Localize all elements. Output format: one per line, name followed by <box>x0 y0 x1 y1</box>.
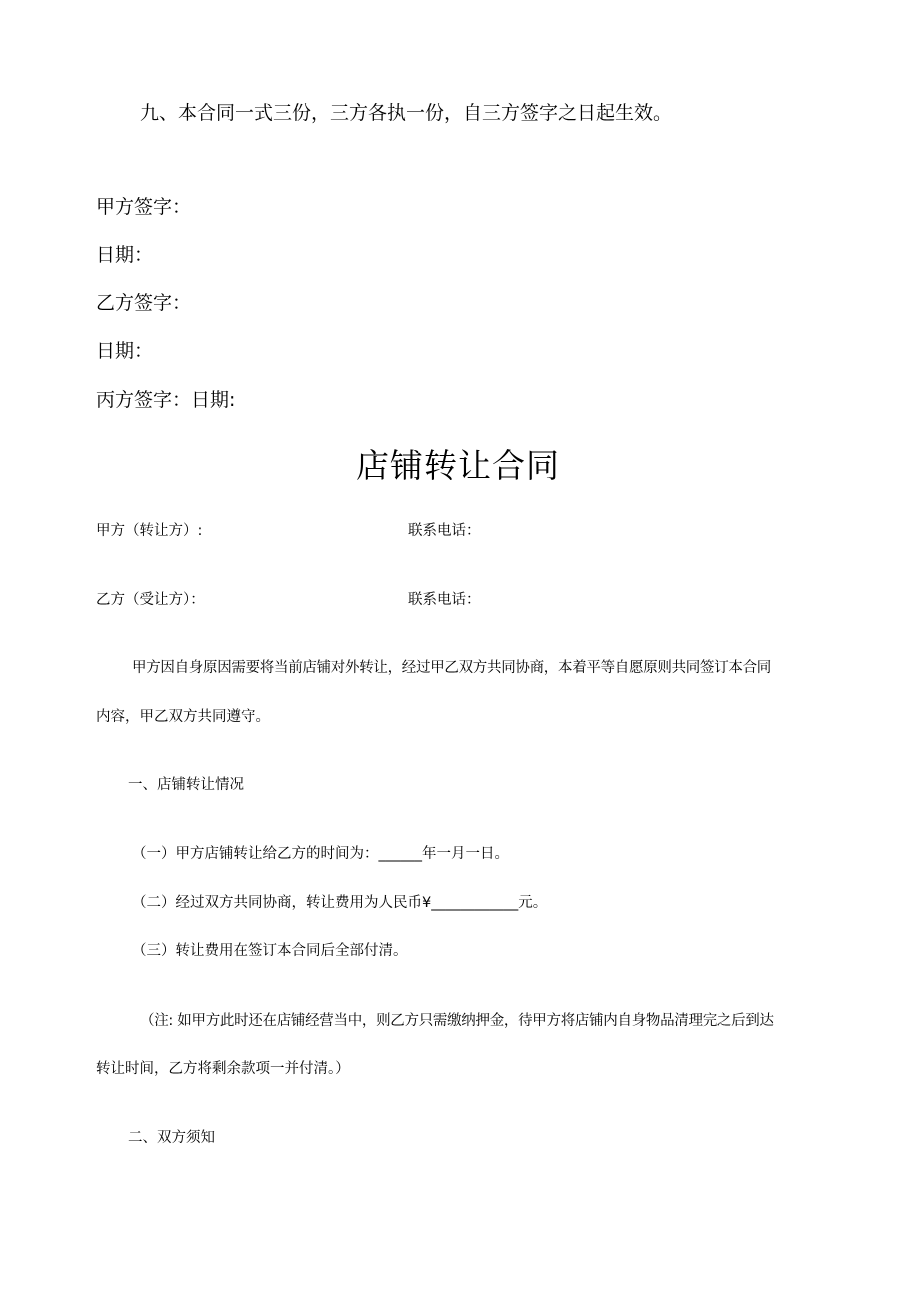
party-b-phone-label: 联系电话： <box>408 592 481 608</box>
section-1-item-3: （三）转让费用在签订本合同后全部付清。 <box>132 943 408 959</box>
clause-nine: 九、本合同一式三份，三方各执一份，自三方签字之日起生效。 <box>140 102 673 124</box>
party-a-phone-label: 联系电话： <box>408 523 481 539</box>
party-c-signature-date-line: 丙方签字：日期: <box>96 389 236 411</box>
note-line-2: 转让时间，乙方将剩余款项一并付清。） <box>96 1061 350 1077</box>
party-a-label: 甲方（转让方）: <box>96 523 203 539</box>
contract-title: 店铺转让合同 <box>356 446 560 485</box>
section-1-item-1: （一）甲方店铺转让给乙方的时间为：______年一月一日。 <box>132 846 509 862</box>
party-b-signature-line: 乙方签字： <box>96 292 192 314</box>
intro-paragraph-line-2: 内容，甲乙双方共同遵守。 <box>96 709 270 725</box>
party-b-date-line: 日期： <box>96 340 154 362</box>
intro-paragraph-line-1: 甲方因自身原因需要将当前店铺对外转让，经过甲乙双方共同协商，本着平等自愿原则共同签订本合同 <box>132 660 771 676</box>
note-line-1: （注: 如甲方此时还在店铺经营当中，则乙方只需缴纳押金，待甲方将店铺内自身物品清理完之后到达 <box>140 1013 774 1029</box>
section-1-item-2: （二）经过双方共同协商，转让费用为人民币¥____________元。 <box>132 895 548 911</box>
party-a-signature-line: 甲方签字： <box>96 196 192 218</box>
party-a-date-line: 日期： <box>96 244 154 266</box>
section-1-heading: 一、店铺转让情况 <box>128 777 244 793</box>
section-2-heading: 二、双方须知 <box>128 1130 215 1146</box>
party-b-label: 乙方（受让方）： <box>96 592 205 608</box>
